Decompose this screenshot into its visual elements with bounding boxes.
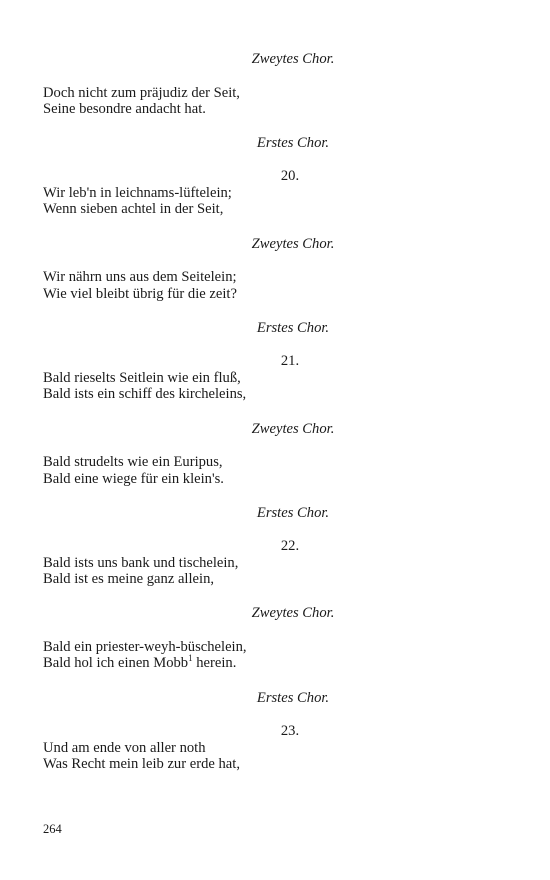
page-number: 264 xyxy=(43,822,62,836)
verse-line: Bald strudelts wie ein Euripus, xyxy=(43,454,223,470)
verse-line: Bald rieselts Seitlein wie ein fluß, xyxy=(43,370,241,386)
speaker-heading: Erstes Chor. xyxy=(256,320,330,336)
footnote-marker[interactable]: 1 xyxy=(188,653,193,664)
verse-line: Wie viel bleibt übrig für die zeit? xyxy=(43,286,237,302)
verse-line: Bald ists ein schiff des kircheleins, xyxy=(43,386,247,402)
verse-line: Bald eine wiege für ein klein's. xyxy=(43,471,224,487)
verse-line: Wir nährn uns aus dem Seitelein; xyxy=(43,269,237,285)
verse-text: herein. xyxy=(192,655,237,671)
speaker-heading: Erstes Chor. xyxy=(256,135,330,151)
verse-line: Seine besondre andacht hat. xyxy=(43,101,206,117)
speaker-heading: Zweytes Chor. xyxy=(251,236,335,252)
stanza-number: 21. xyxy=(280,353,300,369)
verse-line: Bald ist es meine ganz allein, xyxy=(43,571,215,587)
verse-line: Doch nicht zum präjudiz der Seit, xyxy=(43,85,240,101)
verse-line: Und am ende von aller noth xyxy=(43,740,206,756)
speaker-heading: Erstes Chor. xyxy=(256,690,330,706)
verse-line: Wenn sieben achtel in der Seit, xyxy=(43,201,224,217)
speaker-heading: Erstes Chor. xyxy=(256,505,330,521)
verse-line xyxy=(43,655,236,671)
verse-line: Bald ein priester-weyh-büschelein, xyxy=(43,639,247,655)
stanza-number: 20. xyxy=(280,168,300,184)
verse-line: Wir leb'n in leichnams-lüftelein; xyxy=(43,185,232,201)
stanza-number: 23. xyxy=(280,723,300,739)
verse-line: Bald ists uns bank und tischelein, xyxy=(43,555,239,571)
speaker-heading: Zweytes Chor. xyxy=(251,605,335,621)
speaker-heading: Zweytes Chor. xyxy=(251,51,335,67)
verse-line: Was Recht mein leib zur erde hat, xyxy=(43,756,240,772)
stanza-number: 22. xyxy=(280,538,300,554)
verse-text: Bald hol ich einen Mobb xyxy=(43,655,189,671)
speaker-heading: Zweytes Chor. xyxy=(251,421,335,437)
